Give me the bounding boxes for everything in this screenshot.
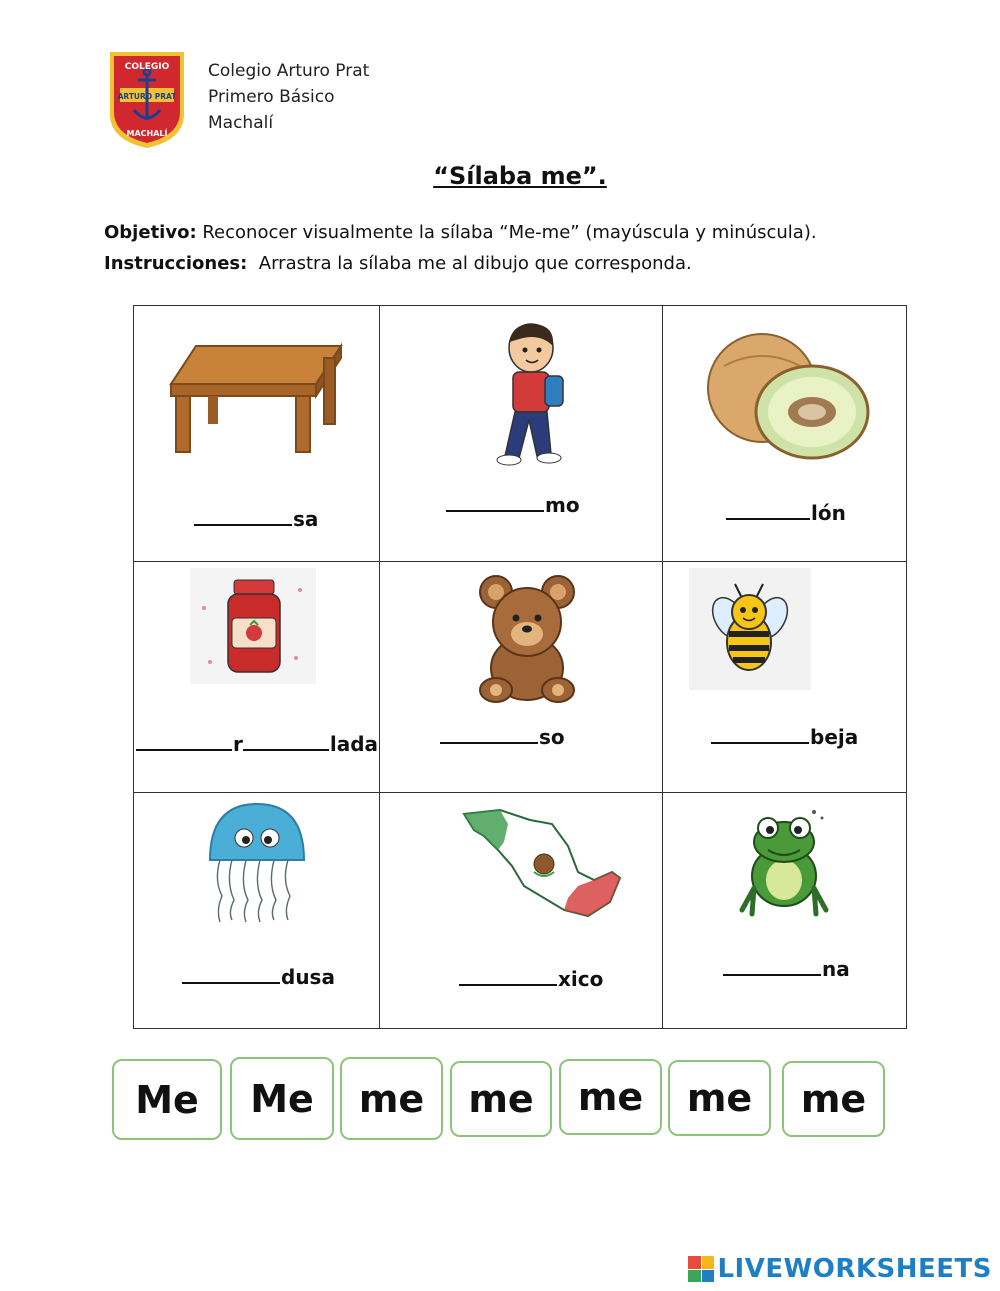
word-suffix: mo [545, 493, 580, 517]
grid-divider [662, 306, 663, 1028]
grid-divider [134, 792, 906, 793]
logo-top-text: COLEGIO [124, 62, 170, 72]
word-suffix: sa [293, 507, 319, 531]
logo-middle-text: ARTURO PRAT [117, 92, 177, 101]
boy-walking-image [479, 320, 579, 470]
instructions-text: Arrastra la sílaba me al dibujo que corresponda. [247, 253, 692, 274]
school-logo [106, 48, 188, 150]
liveworksheets-brand [688, 1254, 992, 1284]
brand-text: LIVEWORKSHEETS [717, 1254, 992, 1284]
syllable-tile[interactable]: me [450, 1061, 552, 1137]
worksheet-title: “Sílaba me”. [433, 162, 607, 190]
drop-blank[interactable] [726, 500, 810, 520]
word-suffix: lón [811, 501, 846, 525]
melon-image [704, 326, 870, 464]
word-suffix: xico [558, 967, 604, 991]
table-image [166, 340, 346, 458]
word-cell-8 [459, 966, 603, 991]
logo-bottom-text: MACHALÍ [126, 129, 168, 138]
word-cell-4 [136, 731, 378, 756]
syllable-tile[interactable]: me [668, 1060, 771, 1136]
drop-blank[interactable] [440, 724, 538, 744]
drop-blank[interactable] [136, 731, 232, 751]
objective-line [104, 222, 817, 243]
school-name: Colegio Arturo Prat [208, 61, 370, 81]
school-city: Machalí [208, 113, 274, 133]
word-suffix: na [822, 957, 850, 981]
bee-image [689, 568, 811, 690]
word-middle: r [233, 732, 243, 756]
jellyfish-image [206, 800, 308, 924]
drop-blank[interactable] [243, 731, 329, 751]
word-cell-7 [182, 964, 335, 989]
drop-blank[interactable] [459, 966, 557, 986]
exercise-grid [133, 305, 907, 1029]
grid-divider [379, 306, 380, 1028]
syllable-tile[interactable]: me [340, 1057, 443, 1140]
objective-text: Reconocer visualmente la sílaba “Me-me” (mayúscula y minúscula). [196, 222, 817, 243]
mexico-map-image [460, 806, 624, 922]
grid-divider [134, 561, 906, 562]
word-cell-5 [440, 724, 565, 749]
drop-blank[interactable] [182, 964, 280, 984]
drop-blank[interactable] [194, 506, 292, 526]
word-cell-6 [711, 724, 858, 749]
teddy-bear-image [472, 570, 582, 704]
drop-blank[interactable] [711, 724, 809, 744]
objective-label: Objetivo: [104, 222, 197, 243]
word-suffix: beja [810, 725, 859, 749]
word-cell-3 [726, 500, 846, 525]
word-suffix: dusa [281, 965, 335, 989]
word-cell-1 [194, 506, 318, 531]
drop-blank[interactable] [723, 956, 821, 976]
school-info [208, 58, 369, 136]
word-cell-9 [723, 956, 850, 981]
drop-blank[interactable] [446, 492, 544, 512]
jam-jar-image [190, 568, 316, 684]
syllable-tile[interactable]: Me [112, 1059, 222, 1140]
syllable-tile[interactable]: me [782, 1061, 885, 1137]
word-cell-2 [446, 492, 580, 517]
syllable-tile[interactable]: me [559, 1059, 662, 1135]
instructions-label: Instrucciones: [104, 253, 248, 274]
syllable-tile[interactable]: Me [230, 1057, 334, 1140]
word-suffix: lada [329, 732, 379, 756]
liveworksheets-icon [688, 1256, 714, 1282]
instructions-line [104, 253, 692, 274]
school-grade: Primero Básico [208, 87, 335, 107]
frog-image [738, 806, 830, 918]
word-suffix: so [539, 725, 565, 749]
